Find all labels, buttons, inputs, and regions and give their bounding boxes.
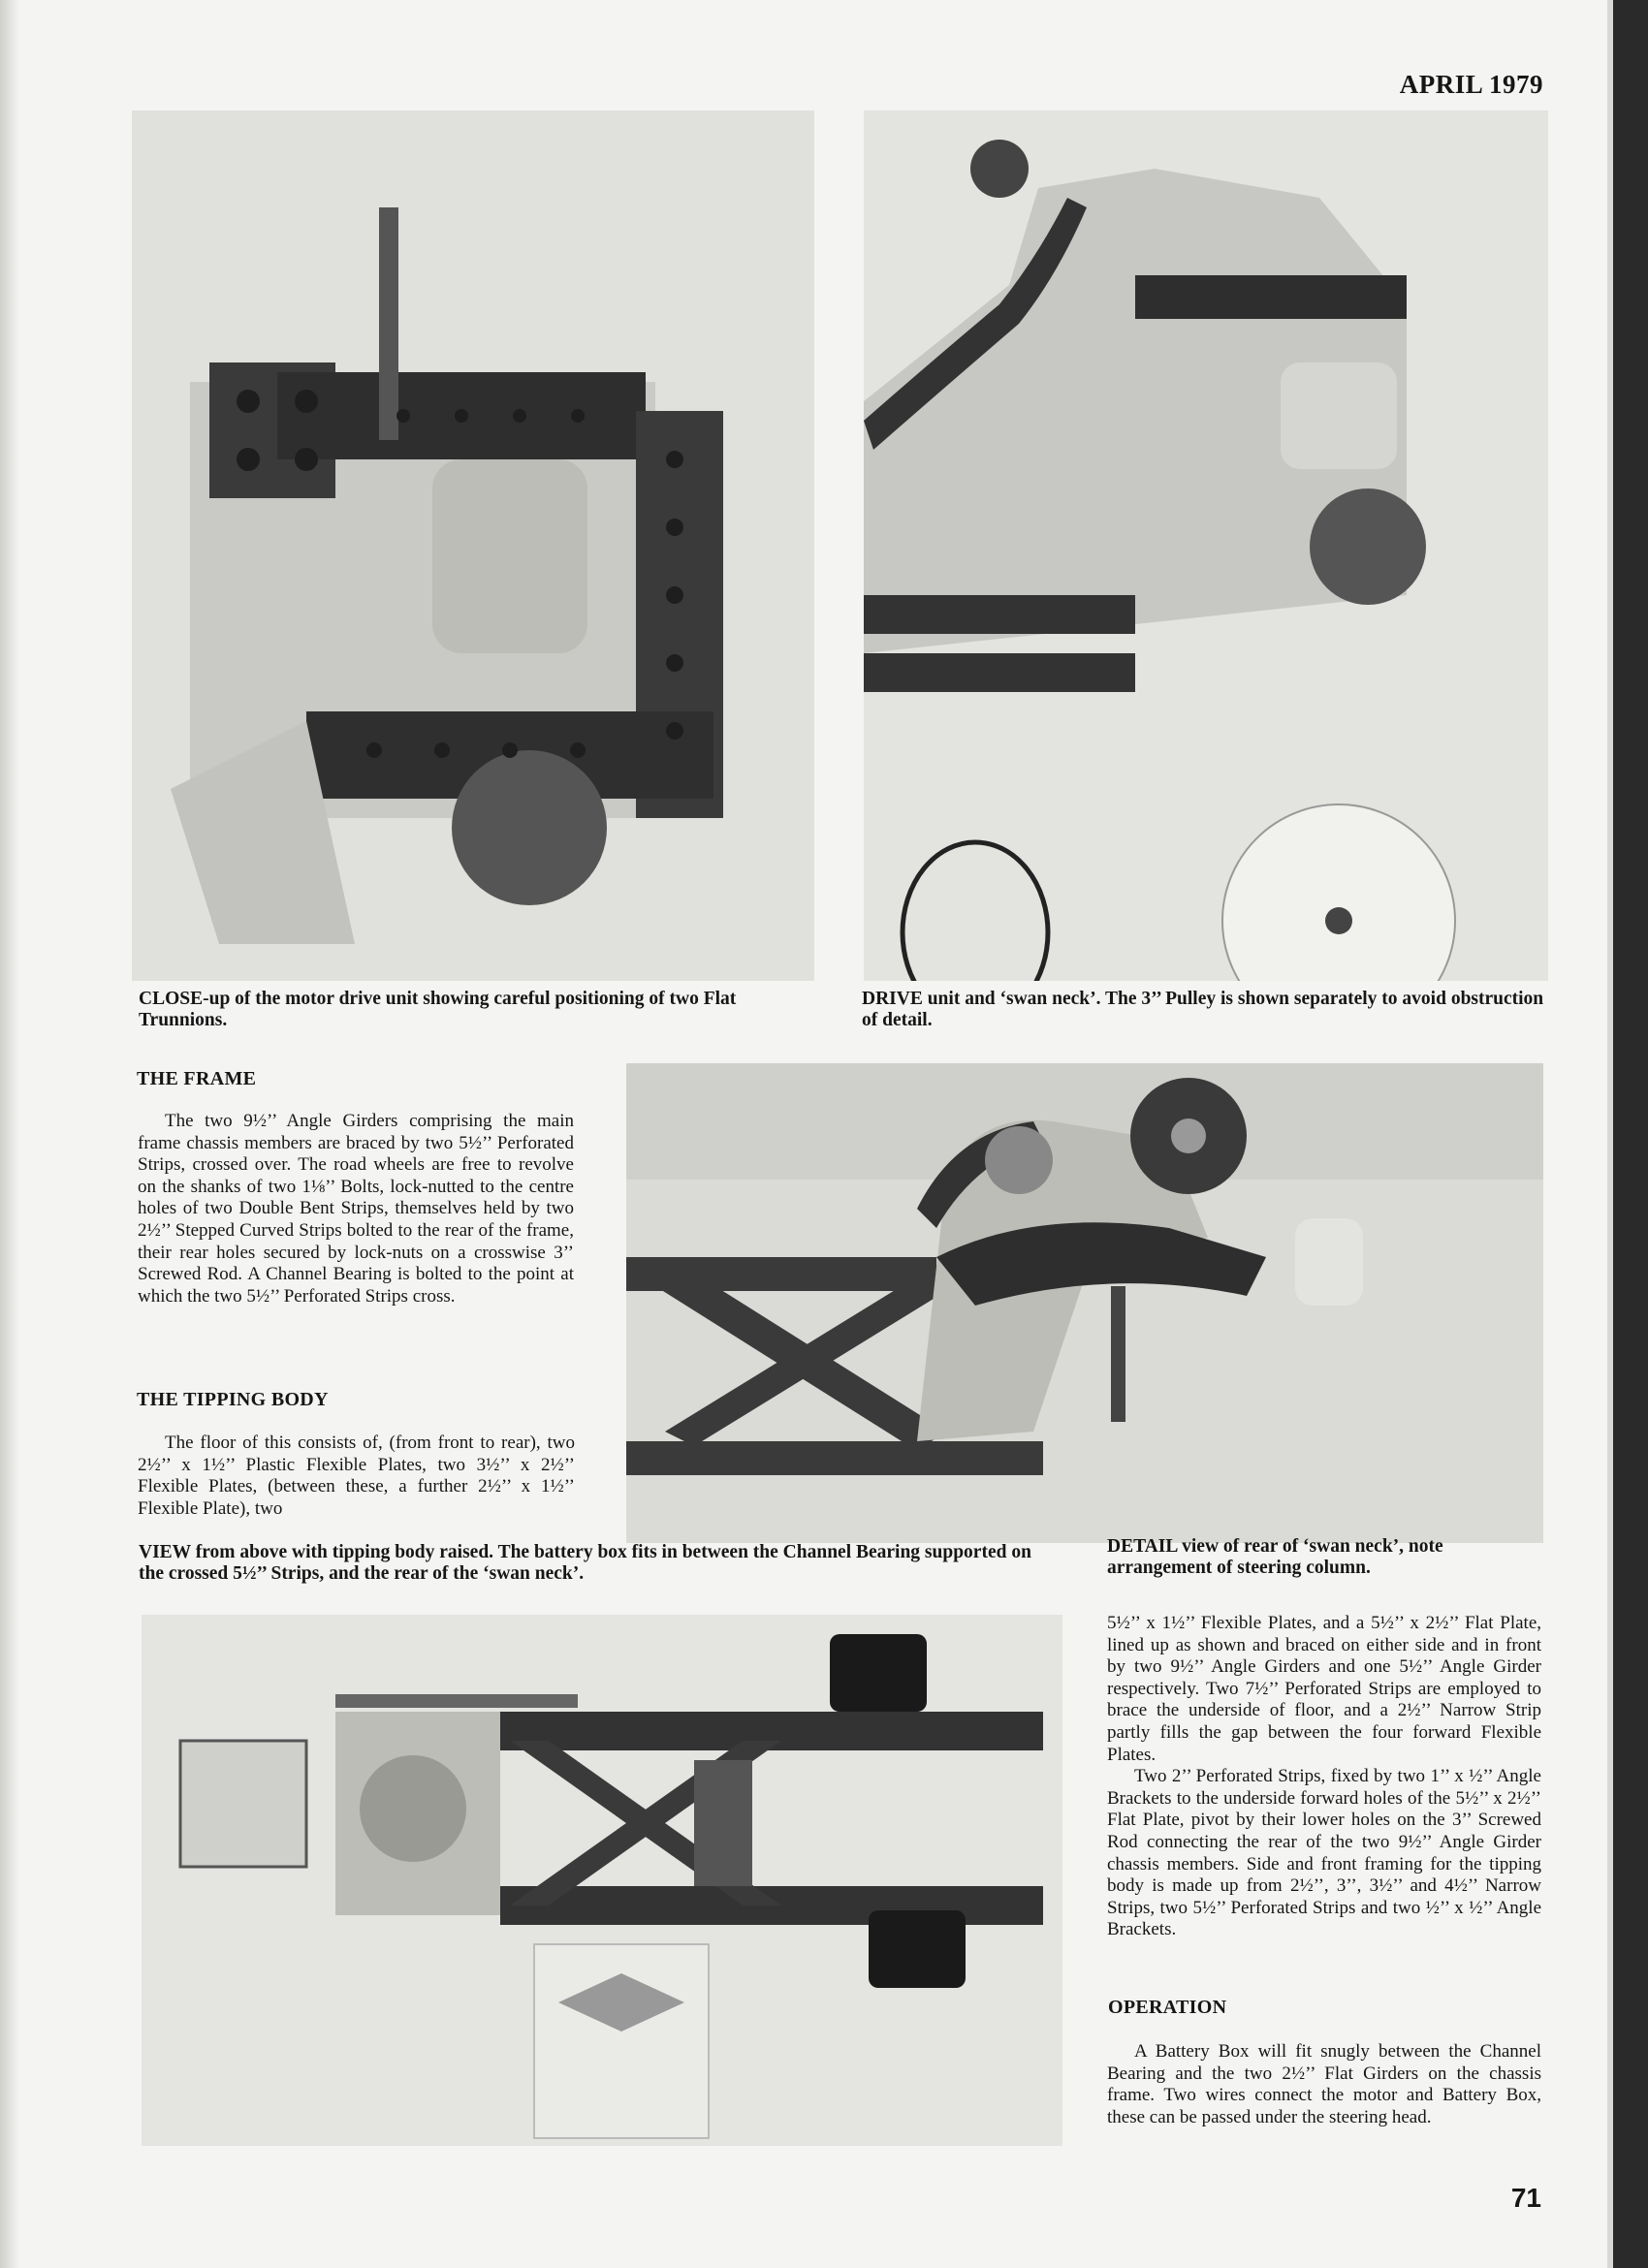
caption-detail-rear: DETAIL view of rear of ‘swan neck’, note arrangement of steering column. bbox=[1107, 1536, 1443, 1578]
paragraph-tipping-body-cont-2: Two 2’’ Perforated Strips, fixed by two 1’’ x ½’’ Angle Brackets to the underside forward holes of the 5½’’ x 2½’’ Flat Plate, pivot by their lower holes on the 3’’ Screwed Rod connecting the rear of the two 9½’’ Angle Girder chassis members. Side and front framing for the tipping body is made up from 2½’’, 3’’, 3½’’ and 4½’’ Narrow Strips, two 5½’’ Perforated Strips and two ½’’ x ½’’ Angle Brackets. bbox=[1107, 1766, 1541, 1940]
page-number: 71 bbox=[1510, 2183, 1541, 2213]
caption-view-from-above: VIEW from above with tipping body raised. The battery box fits in between the Channel Bearing supported on the crossed 5½’’ Strips, and the rear of the ‘swan neck’. bbox=[139, 1542, 1031, 1584]
page-spine-shadow bbox=[0, 0, 19, 2268]
text-the-tipping-body: The floor of this consists of, (from front to rear), two 2½’’ x 1½’’ Plastic Flexible Plates, two 3½’’ x 2½’’ Flexible Plates, (between these, a further 2½’’ x 1½’’ Flexible Plate), two bbox=[138, 1433, 575, 1519]
text-operation: A Battery Box will fit snugly between the Channel Bearing and the two 2½’’ Flat Girders on the chassis frame. Two wires connect the motor and Battery Box, these can be passed under the steering head. bbox=[1107, 2041, 1541, 2127]
heading-operation: OPERATION bbox=[1108, 1997, 1227, 2018]
caption-drive-unit: DRIVE unit and ‘swan neck’. The 3’’ Pulley is shown separately to avoid obstruction of detail. bbox=[862, 989, 1544, 1030]
photo-drive-unit-swan-neck bbox=[864, 110, 1548, 981]
heading-the-frame: THE FRAME bbox=[137, 1068, 257, 1089]
photo-swan-neck-rear-detail bbox=[626, 1063, 1543, 1543]
issue-date: APRIL 1979 bbox=[1399, 70, 1543, 99]
paragraph-tipping-body-cont-1: 5½’’ x 1½’’ Flexible Plates, and a 5½’’ x 2½’’ Flat Plate, lined up as shown and braced on either side and in front by two 9½’’ Angle Girders and one 5½’’ Angle Girder respectively. Two 7½’’ Perforated Strips are employed to brace the underside of floor, and a 2½’’ Narrow Strip partly fills the gap between the four forward Flexible Plates. bbox=[1107, 1613, 1541, 1765]
text-tipping-body-continued bbox=[1107, 1613, 1541, 1941]
caption-motor-closeup: CLOSE-up of the motor drive unit showing careful positioning of two Flat Trunnions. bbox=[139, 989, 737, 1030]
heading-the-tipping-body: THE TIPPING BODY bbox=[137, 1389, 329, 1410]
photo-motor-closeup bbox=[132, 110, 814, 981]
page-edge-dark bbox=[1613, 0, 1648, 2268]
text-the-frame: The two 9½’’ Angle Girders comprising the main frame chassis members are braced by two 5½’’ Perforated Strips, crossed over. The road wheels are free to revolve on the shanks of two 1⅛’’ Bolts, lock-nutted to the centre holes of two Double Bent Strips, themselves held by two 2½’’ Stepped Curved Strips bolted to the rear of the frame, their rear holes secured by lock-nuts on a crosswise 3’’ Screwed Rod. A Channel Bearing is bolted to the point at which the two 5½’’ Perforated Strips cross. bbox=[138, 1111, 574, 1307]
photo-view-from-above bbox=[142, 1615, 1062, 2146]
